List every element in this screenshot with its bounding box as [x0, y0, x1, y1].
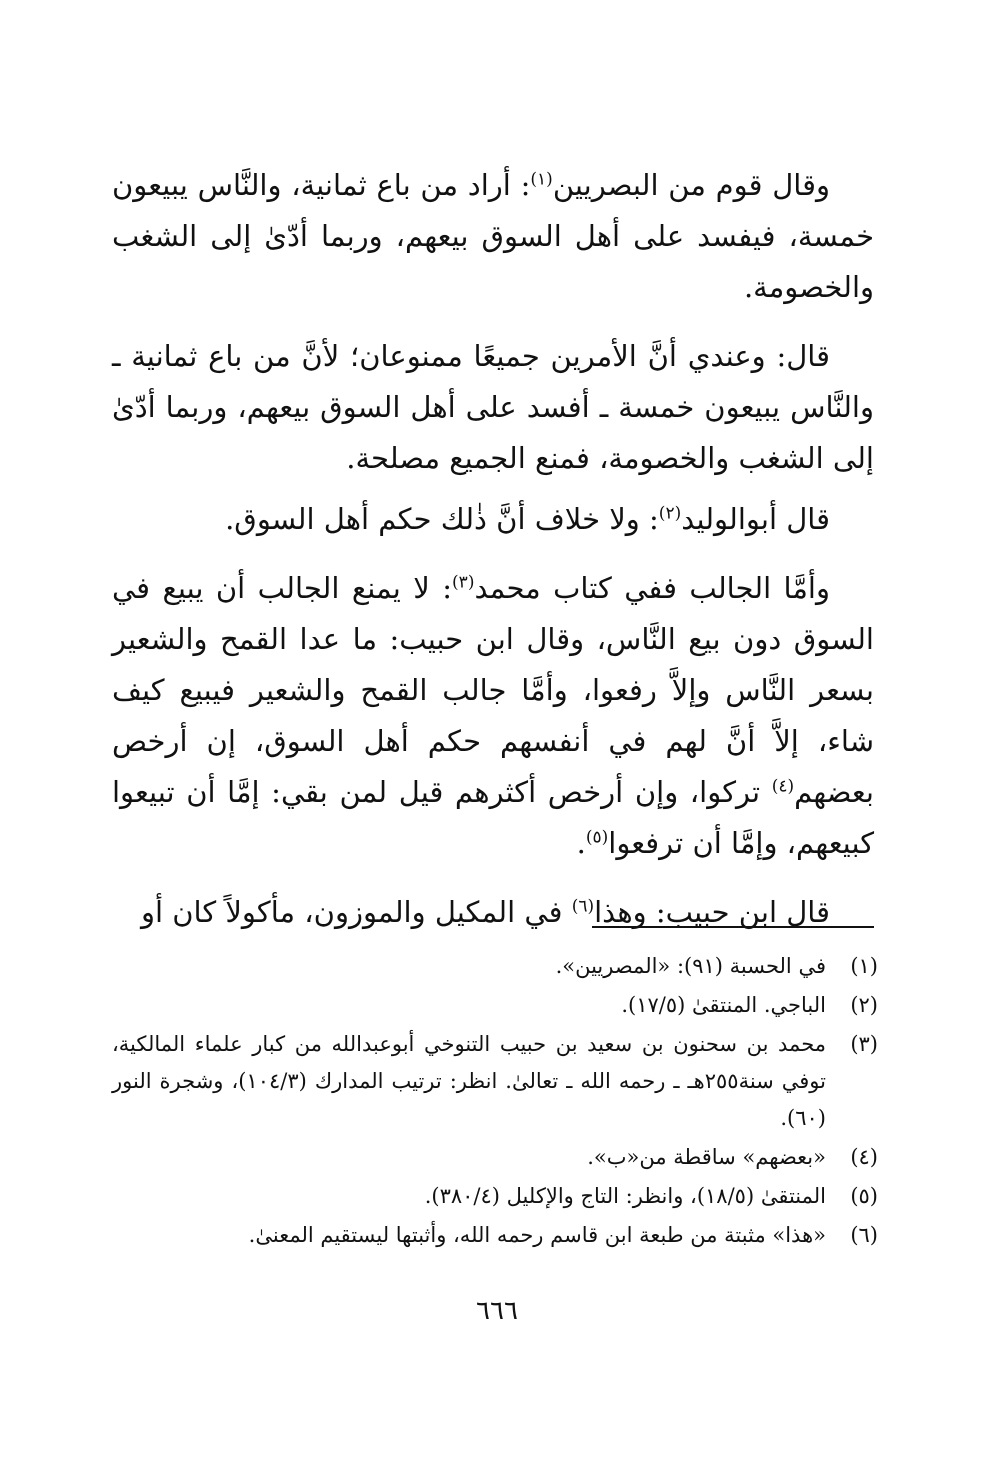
- text-run: قال أبوالوليد: [681, 502, 830, 536]
- footnotes: [112, 948, 878, 1256]
- footnote-text: في الحسبة (٩١): «المصريين».: [555, 954, 826, 978]
- footnote-reference: (٦): [571, 896, 595, 917]
- footnote-number: (٢): [850, 993, 878, 1017]
- footnote-text: محمد بن سحنون بن سعيد بن حبيب التنوخي أبوعبدالله من كبار علماء المالكية، توفي سنة٢٥٥هـ ـ رحمه الله ـ تعالىٰ. انظر: ترتيب المدارك (١٠٤/٣)، وشجرة النور (٦٠).: [112, 1032, 827, 1130]
- text-run: في المكيل والموزون، مأكولاً كان أو: [140, 895, 572, 929]
- footnote: [112, 1139, 878, 1176]
- paragraph: [112, 160, 874, 313]
- text-run: : ولا خلاف أنَّ ذٰلك حكم أهل السوق.: [225, 502, 659, 536]
- text-run: : لا يمنع الجالب أن يبيع في السوق دون بيع النَّاس، وقال ابن حبيب: ما عدا القمح والشعير بسعر النَّاس وإلاَّ رفعوا، وأمَّا جالب القمح والشعير فيبيع كيف شاء، إلاَّ أنَّ لهم في أنفسهم حكم أهل السوق، إن أرخص بعضهم: [112, 571, 874, 809]
- text-run: وأمَّا الجالب ففي كتاب محمد: [474, 571, 830, 605]
- text-run: تركوا، وإن أرخص أكثرهم قيل لمن بقي: إمَّا أن تبيعوا كبيعهم، وإمَّا أن ترفعوا: [112, 775, 874, 860]
- footnote-reference: (١): [530, 169, 553, 190]
- paragraph: [112, 563, 874, 869]
- footnote-number: (١): [850, 954, 878, 978]
- text-run: .: [576, 826, 586, 860]
- paragraph: [112, 887, 874, 938]
- paragraph: [112, 331, 874, 484]
- text-run: قال: وعندي أنَّ الأمرين جميعًا ممنوعان؛ لأنَّ من باع ثمانية ـ والنَّاس يبيعون خمسة ـ أفسد على أهل السوق بيعهم، وربما أدّىٰ إلى الشغب والخصومة، فمنع الجميع مصلحة.: [112, 339, 874, 475]
- paragraph: [112, 494, 874, 545]
- text-run: قال ابن حبيب: وهذا: [594, 895, 830, 929]
- footnote-reference: (٤): [771, 776, 795, 797]
- footnote-reference: (٢): [658, 503, 682, 524]
- footnote-text: الباجي. المنتقىٰ (١٧/٥).: [621, 993, 826, 1017]
- text-run: وقال قوم من البصريين: [552, 168, 831, 202]
- footnote: [112, 1026, 878, 1137]
- footnote: [112, 1217, 878, 1254]
- footnote-text: «هذا» مثبتة من طبعة ابن قاسم رحمه الله، وأثبتها ليستقيم المعنىٰ.: [248, 1223, 826, 1247]
- footnote-reference: (٥): [585, 827, 609, 848]
- footnote-separator: [592, 926, 874, 928]
- footnote-text: المنتقىٰ (١٨/٥)، وانظر: التاج والإكليل (٣٨٠/٤).: [424, 1184, 826, 1208]
- footnote-number: (٦): [850, 1223, 878, 1247]
- footnote-reference: (٣): [452, 572, 475, 593]
- footnote-text: «بعضهم» ساقطة من«ب».: [587, 1145, 826, 1169]
- page-number: ٦٦٦: [476, 1296, 518, 1326]
- footnote-number: (٤): [850, 1145, 878, 1169]
- footnote-number: (٥): [850, 1184, 878, 1208]
- footnote: [112, 948, 878, 985]
- main-text: [112, 160, 874, 956]
- footnote-number: (٣): [850, 1032, 878, 1056]
- footnote: [112, 1178, 878, 1215]
- footnote: [112, 987, 878, 1024]
- text-run: : أراد من باع ثمانية، والنَّاس يبيعون خمسة، فيفسد على أهل السوق بيعهم، وربما أدّىٰ إلى الشغب والخصومة.: [112, 168, 874, 304]
